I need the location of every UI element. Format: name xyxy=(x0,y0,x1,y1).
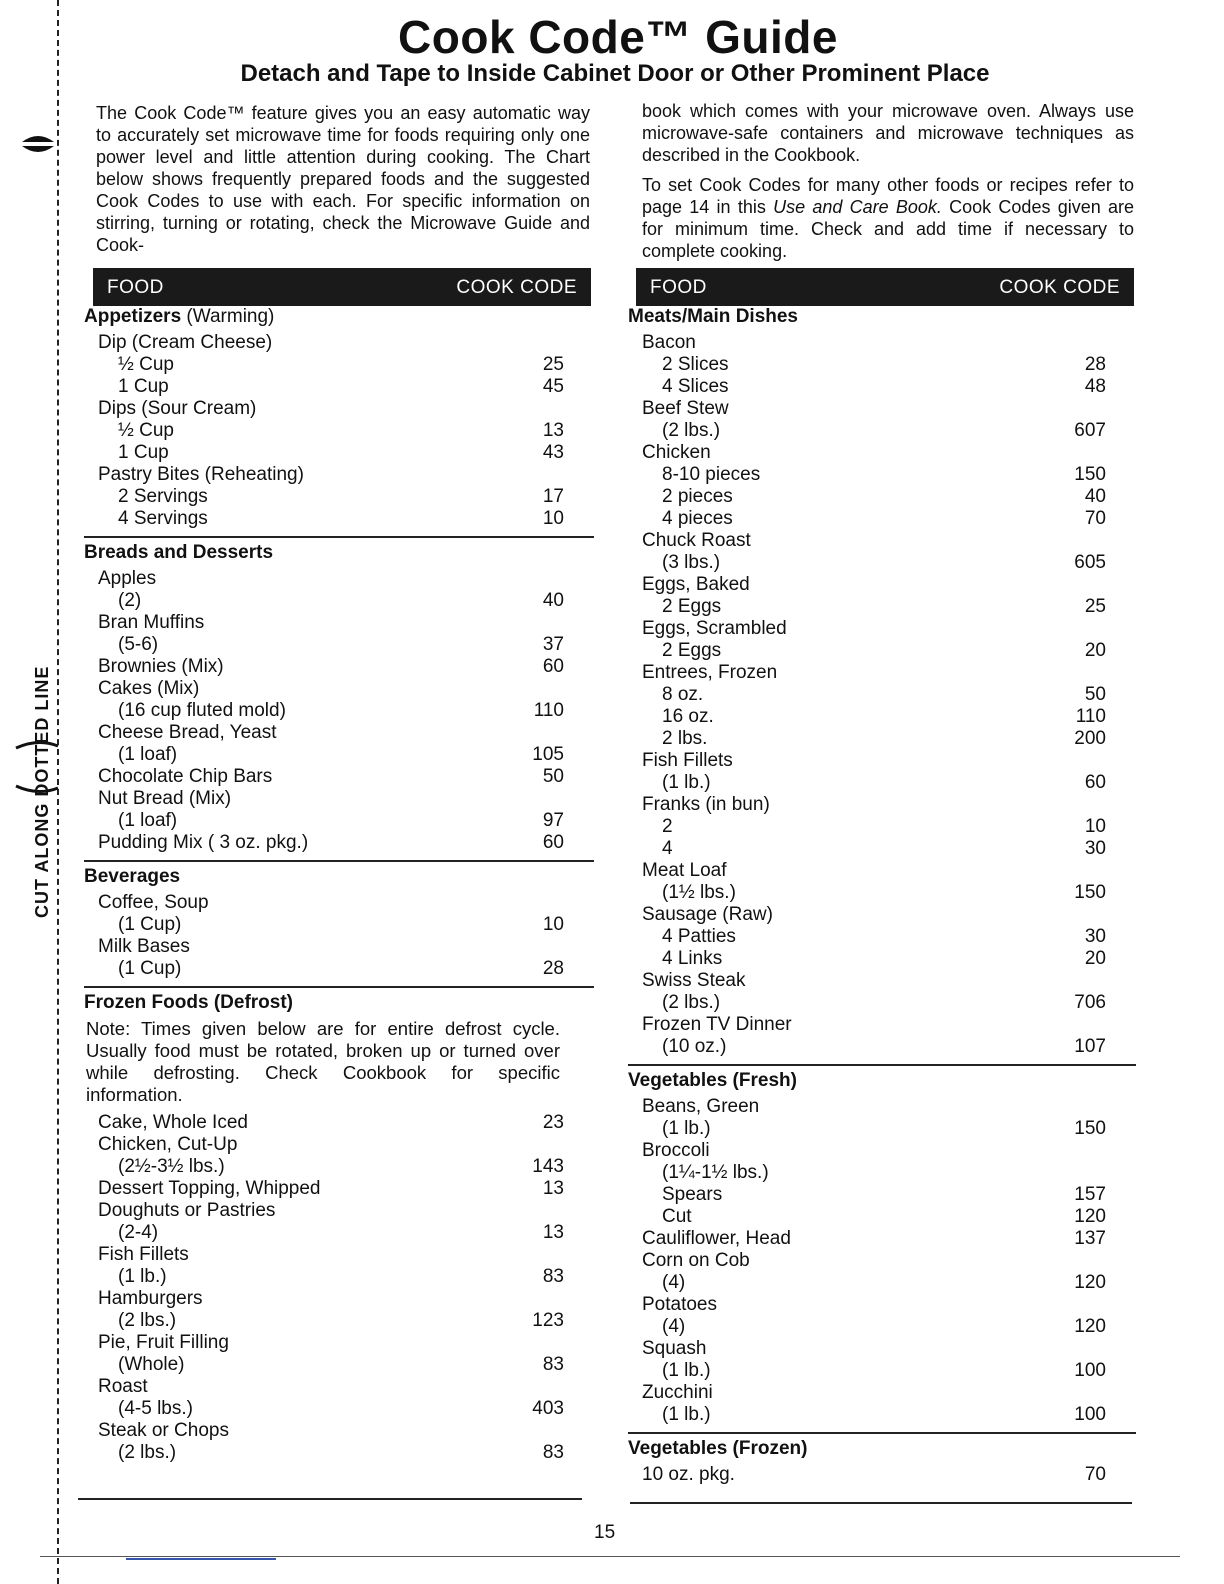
table-row xyxy=(84,420,594,442)
cook-code: 137 xyxy=(1074,1228,1106,1249)
food-name: (1½ lbs.) xyxy=(662,882,736,903)
table-row xyxy=(84,1244,594,1266)
food-name: Entrees, Frozen xyxy=(642,662,778,683)
food-name: Frozen TV Dinner xyxy=(642,1014,792,1035)
food-name: (2-4) xyxy=(118,1222,159,1243)
header-cook-code: COOK CODE xyxy=(999,277,1120,298)
table-row xyxy=(84,1178,594,1200)
table-row xyxy=(84,486,594,508)
section-title-text: Breads and Desserts xyxy=(84,542,274,563)
table-row xyxy=(84,958,594,980)
table-header-left xyxy=(93,268,591,306)
table-row xyxy=(628,1338,1136,1360)
cook-code: 45 xyxy=(542,376,564,397)
table-row xyxy=(84,376,594,398)
cook-code: 110 xyxy=(1075,706,1106,727)
cook-code: 60 xyxy=(1084,772,1106,793)
food-name: Fish Fillets xyxy=(98,1244,189,1265)
food-name: ½ Cup xyxy=(118,354,174,375)
cook-code: 605 xyxy=(1074,552,1106,573)
section-title xyxy=(628,306,1136,328)
table-row xyxy=(628,1360,1136,1382)
food-name: Dip (Cream Cheese) xyxy=(98,332,273,353)
intro-book-title: Use and Care Book. xyxy=(773,197,942,217)
table-row xyxy=(628,1206,1136,1228)
table-row xyxy=(84,398,594,420)
table-row xyxy=(628,332,1136,354)
table-row xyxy=(628,618,1136,640)
food-name: Dessert Topping, Whipped xyxy=(98,1178,321,1199)
cook-code: 13 xyxy=(542,1222,564,1243)
food-name: Bran Muffins xyxy=(98,612,205,633)
food-name: 4 pieces xyxy=(662,508,733,529)
food-name: 4 xyxy=(662,838,673,859)
food-name: Chocolate Chip Bars xyxy=(98,766,273,787)
cook-code: 83 xyxy=(542,1354,564,1375)
food-name: Doughuts or Pastries xyxy=(98,1200,276,1221)
food-name: (1¼-1½ lbs.) xyxy=(662,1162,769,1183)
cook-code: 23 xyxy=(542,1112,564,1133)
cook-code: 10 xyxy=(542,508,564,529)
cook-code: 97 xyxy=(542,810,564,831)
cook-code: 120 xyxy=(1074,1206,1106,1227)
food-name: Pie, Fruit Filling xyxy=(98,1332,229,1353)
table-row xyxy=(84,788,594,810)
section-title xyxy=(84,542,594,564)
food-name: 2 Eggs xyxy=(662,640,722,661)
table-row xyxy=(84,354,594,376)
food-name: (4) xyxy=(662,1272,686,1293)
cook-code: 28 xyxy=(1084,354,1106,375)
cook-code: 120 xyxy=(1074,1316,1106,1337)
food-name: Pudding Mix ( 3 oz. pkg.) xyxy=(98,832,309,853)
food-name: 2 xyxy=(662,816,673,837)
table-row xyxy=(628,1140,1136,1162)
table-row xyxy=(628,662,1136,684)
table-row xyxy=(628,530,1136,552)
cook-code: 83 xyxy=(542,1266,564,1287)
food-name: Dips (Sour Cream) xyxy=(98,398,257,419)
food-name: (2 lbs.) xyxy=(662,992,721,1013)
food-name: (1 lb.) xyxy=(662,772,711,793)
table-row xyxy=(628,1272,1136,1294)
food-name: (1 lb.) xyxy=(662,1360,711,1381)
footer-mark xyxy=(126,1558,276,1560)
cook-code: 100 xyxy=(1074,1404,1106,1425)
section-title xyxy=(84,866,594,888)
food-name: 8-10 pieces xyxy=(662,464,761,485)
cut-along-label xyxy=(30,650,60,920)
table-row xyxy=(628,904,1136,926)
table-row xyxy=(628,816,1136,838)
food-name: Chicken, Cut-Up xyxy=(98,1134,238,1155)
food-name: Roast xyxy=(98,1376,148,1397)
cook-code: 150 xyxy=(1074,464,1106,485)
cook-code: 30 xyxy=(1084,926,1106,947)
section-title-text: Vegetables (Fresh) xyxy=(628,1070,797,1091)
table-row xyxy=(628,926,1136,948)
footer-rule xyxy=(40,1556,1180,1557)
cook-code: 706 xyxy=(1074,992,1106,1013)
food-name: Potatoes xyxy=(642,1294,717,1315)
cook-code: 83 xyxy=(542,1442,564,1463)
food-name: Sausage (Raw) xyxy=(642,904,773,925)
cook-code-table-left xyxy=(84,306,594,1470)
table-row xyxy=(628,948,1136,970)
cook-code: 70 xyxy=(1084,1464,1106,1485)
table-row xyxy=(628,1162,1136,1184)
table-row xyxy=(84,678,594,700)
food-name: Eggs, Baked xyxy=(642,574,750,595)
table-row xyxy=(628,574,1136,596)
food-name: Coffee, Soup xyxy=(98,892,209,913)
food-name: (16 cup fluted mold) xyxy=(118,700,286,721)
table-row xyxy=(628,970,1136,992)
table-row xyxy=(84,1332,594,1354)
table-row xyxy=(84,914,594,936)
table-row xyxy=(628,640,1136,662)
food-name: Apples xyxy=(98,568,157,589)
page-subtitle: Detach and Tape to Inside Cabinet Door or Other Prominent Place xyxy=(240,60,990,87)
food-name: (1 lb.) xyxy=(118,1266,167,1287)
table-row xyxy=(628,442,1136,464)
table-row xyxy=(628,398,1136,420)
header-food: FOOD xyxy=(107,277,164,298)
table-row xyxy=(84,744,594,766)
cook-code: 37 xyxy=(542,634,564,655)
food-name: 2 Slices xyxy=(662,354,729,375)
food-name: Zucchini xyxy=(642,1382,713,1403)
table-row xyxy=(84,722,594,744)
intro-text: To set Cook Codes for many other foods or recipes refer to page 14 in this xyxy=(642,175,1134,217)
food-section xyxy=(84,536,594,860)
table-bottom-rule xyxy=(78,1498,582,1500)
table-row xyxy=(628,464,1136,486)
section-title-text: Appetizers xyxy=(84,306,182,327)
cook-code: 17 xyxy=(542,486,564,507)
section-title-text: Frozen Foods (Defrost) xyxy=(84,992,293,1013)
table-row xyxy=(84,508,594,530)
cook-code: 60 xyxy=(542,832,564,853)
section-title-text: Meats/Main Dishes xyxy=(628,306,798,327)
food-name: Fish Fillets xyxy=(642,750,733,771)
food-name: (1 Cup) xyxy=(118,914,182,935)
food-name: 8 oz. xyxy=(662,684,704,705)
table-row xyxy=(84,590,594,612)
food-name: Broccoli xyxy=(642,1140,710,1161)
section-title-text: Beverages xyxy=(84,866,181,887)
food-name: (1 lb.) xyxy=(662,1404,711,1425)
cook-code: 13 xyxy=(542,420,564,441)
cook-code: 20 xyxy=(1084,640,1106,661)
food-section xyxy=(628,306,1136,1064)
table-row xyxy=(628,596,1136,618)
table-row xyxy=(628,1404,1136,1426)
table-row xyxy=(84,634,594,656)
food-name: ½ Cup xyxy=(118,420,174,441)
table-row xyxy=(628,420,1136,442)
section-title-suffix: (Warming) xyxy=(181,306,275,327)
table-row xyxy=(84,1398,594,1420)
table-row xyxy=(84,1310,594,1332)
table-row xyxy=(628,794,1136,816)
table-row xyxy=(84,1266,594,1288)
table-row xyxy=(84,612,594,634)
cook-code: 25 xyxy=(1084,596,1106,617)
food-name: Cut xyxy=(662,1206,692,1227)
food-name: (1 loaf) xyxy=(118,744,178,765)
table-row xyxy=(84,1442,594,1464)
table-row xyxy=(84,832,594,854)
food-section xyxy=(84,860,594,986)
cook-code: 25 xyxy=(542,354,564,375)
table-row xyxy=(628,486,1136,508)
cook-code: 105 xyxy=(532,744,564,765)
table-row xyxy=(628,860,1136,882)
food-name: (1 Cup) xyxy=(118,958,182,979)
food-name: Chicken xyxy=(642,442,711,463)
cook-code: 200 xyxy=(1074,728,1106,749)
section-title xyxy=(628,1070,1136,1092)
food-section xyxy=(84,986,594,1470)
cook-code: 143 xyxy=(532,1156,564,1177)
cook-code: 43 xyxy=(542,442,564,463)
cook-code: 10 xyxy=(1084,816,1106,837)
table-row xyxy=(628,728,1136,750)
food-name: (5-6) xyxy=(118,634,159,655)
section-title xyxy=(628,1438,1136,1460)
table-row xyxy=(628,1228,1136,1250)
table-row xyxy=(84,1200,594,1222)
food-name: 10 oz. pkg. xyxy=(642,1464,735,1485)
cook-code: 150 xyxy=(1074,1118,1106,1139)
table-row xyxy=(84,766,594,788)
table-row xyxy=(628,552,1136,574)
table-row xyxy=(84,1354,594,1376)
food-name: Eggs, Scrambled xyxy=(642,618,787,639)
header-food: FOOD xyxy=(650,277,707,298)
table-row xyxy=(84,1288,594,1310)
food-name: 2 Servings xyxy=(118,486,208,507)
food-section xyxy=(628,1432,1136,1492)
table-row xyxy=(628,684,1136,706)
food-name: Nut Bread (Mix) xyxy=(98,788,232,809)
food-name: Milk Bases xyxy=(98,936,190,957)
food-name: Beef Stew xyxy=(642,398,729,419)
intro-text: Cook Codes given are for minimum time. Check and add time if necessary to complete cooking. xyxy=(642,197,1134,261)
food-name: 4 Slices xyxy=(662,376,729,397)
table-bottom-rule xyxy=(630,1502,1132,1504)
food-name: (Whole) xyxy=(118,1354,185,1375)
table-row xyxy=(628,1382,1136,1404)
table-row xyxy=(628,1184,1136,1206)
table-row xyxy=(84,568,594,590)
table-row xyxy=(628,1250,1136,1272)
cook-code: 20 xyxy=(1084,948,1106,969)
section-title-text: Vegetables (Frozen) xyxy=(628,1438,808,1459)
table-row xyxy=(84,1134,594,1156)
table-row xyxy=(628,354,1136,376)
table-row xyxy=(84,1420,594,1442)
cook-code: 123 xyxy=(532,1310,564,1331)
table-row xyxy=(84,700,594,722)
food-name: Franks (in bun) xyxy=(642,794,770,815)
food-name: Steak or Chops xyxy=(98,1420,229,1441)
section-title xyxy=(84,306,594,328)
food-name: Hamburgers xyxy=(98,1288,203,1309)
table-row xyxy=(628,376,1136,398)
food-name: Chuck Roast xyxy=(642,530,751,551)
food-name: Brownies (Mix) xyxy=(98,656,224,677)
cook-code: 48 xyxy=(1084,376,1106,397)
cook-code: 607 xyxy=(1074,420,1106,441)
cook-code: 107 xyxy=(1074,1036,1106,1057)
food-name: Cakes (Mix) xyxy=(98,678,200,699)
food-name: (1 loaf) xyxy=(118,810,178,831)
table-row xyxy=(628,882,1136,904)
table-row xyxy=(84,1112,594,1134)
food-section xyxy=(628,1064,1136,1432)
food-name: Pastry Bites (Reheating) xyxy=(98,464,304,485)
cook-code: 60 xyxy=(542,656,564,677)
food-name: Spears xyxy=(662,1184,723,1205)
food-name: (4-5 lbs.) xyxy=(118,1398,193,1419)
food-name: (2½-3½ lbs.) xyxy=(118,1156,225,1177)
food-name: Meat Loaf xyxy=(642,860,727,881)
table-row xyxy=(628,1316,1136,1338)
cook-code-table-right xyxy=(628,306,1136,1492)
table-row xyxy=(84,1156,594,1178)
table-row xyxy=(628,706,1136,728)
food-name: Cheese Bread, Yeast xyxy=(98,722,277,743)
table-row xyxy=(628,992,1136,1014)
intro-paragraph-right-2 xyxy=(642,174,1134,262)
cook-code: 28 xyxy=(542,958,564,979)
scissors-icon xyxy=(18,128,58,158)
food-name: Corn on Cob xyxy=(642,1250,750,1271)
table-row xyxy=(84,656,594,678)
intro-paragraph-left: The Cook Code™ feature gives you an easy automatic way to accurately set microwave time for foods requiring only one power level and little attention during cooking. The Chart below shows frequently prepared foods and the suggested Cook Codes to use with each. For specific information on stirring, turning or rotating, check the Microwave Guide and Cook- xyxy=(96,103,590,255)
table-row xyxy=(628,750,1136,772)
food-name: (1 lb.) xyxy=(662,1118,711,1139)
table-row xyxy=(628,1096,1136,1118)
table-row xyxy=(628,1294,1136,1316)
cook-code: 50 xyxy=(1084,684,1106,705)
cut-along-text: CUT ALONG DOTTED LINE xyxy=(32,665,52,918)
food-name: 4 Patties xyxy=(662,926,736,947)
table-row xyxy=(84,892,594,914)
food-name: Cauliflower, Head xyxy=(642,1228,791,1249)
food-name: 4 Servings xyxy=(118,508,208,529)
food-name: 2 pieces xyxy=(662,486,733,507)
cook-code: 13 xyxy=(542,1178,564,1199)
cook-code: 40 xyxy=(1084,486,1106,507)
table-row xyxy=(628,1464,1136,1486)
table-row xyxy=(628,508,1136,530)
food-name: 4 Links xyxy=(662,948,723,969)
cook-code: 120 xyxy=(1074,1272,1106,1293)
food-name: (2 lbs.) xyxy=(118,1442,177,1463)
cook-code: 157 xyxy=(1074,1184,1106,1205)
cook-code: 50 xyxy=(542,766,564,787)
page-title: Cook Code™ Guide xyxy=(398,11,838,63)
food-name: 1 Cup xyxy=(118,376,169,397)
table-row xyxy=(628,1014,1136,1036)
food-name: (2 lbs.) xyxy=(662,420,721,441)
table-row xyxy=(84,1376,594,1398)
table-row xyxy=(628,772,1136,794)
section-note: Note: Times given below are for entire defrost cycle. Usually food must be rotated, broken up or turned over while defrosting. Check Cookbook for specific information. xyxy=(86,1018,560,1105)
cook-code: 10 xyxy=(542,914,564,935)
food-name: 1 Cup xyxy=(118,442,169,463)
cook-code: 403 xyxy=(532,1398,564,1419)
table-row xyxy=(628,1036,1136,1058)
food-name: Beans, Green xyxy=(642,1096,760,1117)
cook-code: 30 xyxy=(1084,838,1106,859)
food-name: Swiss Steak xyxy=(642,970,746,991)
header-cook-code: COOK CODE xyxy=(456,277,577,298)
table-row xyxy=(84,1222,594,1244)
food-name: Cake, Whole Iced xyxy=(98,1112,248,1133)
cook-code: 40 xyxy=(542,590,564,611)
cook-code: 150 xyxy=(1074,882,1106,903)
food-name: Squash xyxy=(642,1338,707,1359)
cook-code: 70 xyxy=(1084,508,1106,529)
food-name: (4) xyxy=(662,1316,686,1337)
table-row xyxy=(628,1118,1136,1140)
page-number: 15 xyxy=(594,1522,616,1543)
food-name: (2 lbs.) xyxy=(118,1310,177,1331)
intro-paragraph-right-1: book which comes with your microwave oven. Always use microwave-safe containers and microwave techniques as described in the Cookbook. xyxy=(642,101,1134,165)
table-row xyxy=(628,838,1136,860)
food-name: (3 lbs.) xyxy=(662,552,721,573)
table-row xyxy=(84,442,594,464)
food-name: Bacon xyxy=(642,332,696,353)
cook-code: 100 xyxy=(1074,1360,1106,1381)
food-name: (2) xyxy=(118,590,142,611)
food-name: (10 oz.) xyxy=(662,1036,727,1057)
food-section xyxy=(84,306,594,536)
table-row xyxy=(84,464,594,486)
food-name: 2 lbs. xyxy=(662,728,708,749)
cook-code: 110 xyxy=(533,700,564,721)
food-name: 2 Eggs xyxy=(662,596,722,617)
food-name: 16 oz. xyxy=(662,706,714,727)
section-title xyxy=(84,992,594,1014)
table-header-right xyxy=(636,268,1134,306)
table-row xyxy=(84,936,594,958)
table-row xyxy=(84,810,594,832)
table-row xyxy=(84,332,594,354)
